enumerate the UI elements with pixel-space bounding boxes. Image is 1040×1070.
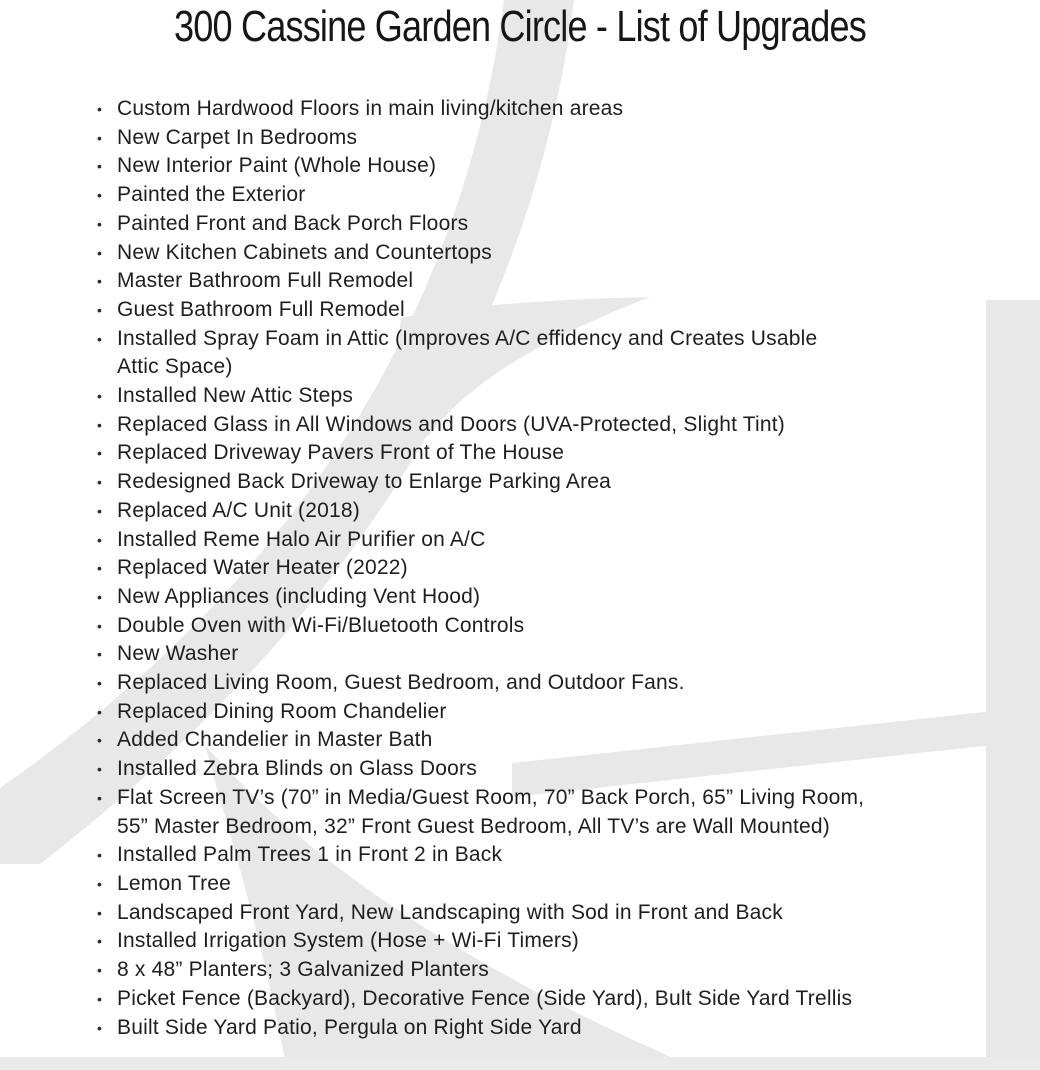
bullet-icon: • — [97, 129, 103, 146]
list-item — [97, 267, 1012, 296]
list-item-text: Added Chandelier in Master Bath — [117, 728, 433, 752]
list-item — [97, 755, 1012, 784]
bullet-icon: • — [97, 789, 103, 806]
list-item — [97, 296, 1012, 325]
list-item — [97, 612, 1012, 641]
bullet-icon: • — [97, 646, 103, 663]
list-item — [97, 181, 1012, 210]
list-item — [97, 497, 1012, 526]
bullet-icon: • — [97, 158, 103, 175]
list-item — [97, 554, 1012, 583]
list-item-text: Redesigned Back Driveway to Enlarge Parking Area — [117, 470, 612, 494]
bullet-icon: • — [97, 388, 103, 405]
list-item-text: Replaced Dining Room Chandelier — [117, 699, 447, 723]
list-item-text: New Appliances (including Vent Hood) — [117, 584, 481, 608]
list-item — [97, 1014, 1012, 1043]
list-item-text: Picket Fence (Backyard), Decorative Fence (Side Yard), Bult Side Yard Trellis — [117, 986, 853, 1010]
list-item — [97, 956, 1012, 985]
list-item-text: Lemon Tree — [117, 871, 232, 895]
list-item — [97, 152, 1012, 181]
page-title: 300 Cassine Garden Circle - List of Upgrades — [174, 2, 866, 51]
list-item — [97, 239, 1012, 268]
bullet-icon: • — [97, 502, 103, 519]
bullet-icon: • — [97, 445, 103, 462]
bullet-icon: • — [97, 990, 103, 1007]
bullet-icon: • — [97, 101, 103, 117]
list-item-text: Flat Screen TV’s (70” in Media/Guest Room, 70” Back Porch, 65” Living Room, 55” Master Bedroom, 32” Front Guest Bedroom, All TV’s are Wall Mounted) — [117, 785, 865, 838]
list-item — [97, 382, 1012, 411]
list-item — [97, 870, 1012, 899]
list-item — [97, 726, 1012, 755]
bullet-icon: • — [97, 904, 103, 921]
list-item-text: Installed Palm Trees 1 in Front 2 in Back — [117, 843, 503, 867]
bullet-icon: • — [97, 732, 103, 749]
list-item-text: Guest Bathroom Full Remodel — [117, 297, 405, 321]
bullet-icon: • — [97, 703, 103, 720]
list-item-text: Replaced Living Room, Guest Bedroom, and Outdoor Fans. — [117, 671, 685, 695]
list-item — [97, 439, 1012, 468]
list-item-text: Installed Reme Halo Air Purifier on A/C — [117, 527, 486, 551]
bullet-icon: • — [97, 875, 103, 892]
list-item-text: Landscaped Front Yard, New Landscaping with Sod in Front and Back — [117, 900, 783, 924]
list-item-text: Master Bathroom Full Remodel — [117, 269, 414, 293]
list-item-text: Built Side Yard Patio, Pergula on Right Side Yard — [117, 1015, 582, 1039]
list-item — [97, 669, 1012, 698]
bullet-icon: • — [97, 962, 103, 979]
list-item-text: 8 x 48” Planters; 3 Galvanized Planters — [117, 958, 489, 982]
bullet-icon: • — [97, 474, 103, 491]
list-item — [97, 325, 1012, 382]
list-item-text: New Kitchen Cabinets and Countertops — [117, 240, 492, 264]
list-item — [97, 124, 1012, 153]
list-item-text: Installed Zebra Blinds on Glass Doors — [117, 757, 477, 781]
list-item — [97, 698, 1012, 727]
list-item — [97, 411, 1012, 440]
list-item-text: Painted Front and Back Porch Floors — [117, 211, 469, 235]
list-item — [97, 927, 1012, 956]
bullet-icon: • — [97, 301, 103, 318]
bullet-icon: • — [97, 847, 103, 864]
list-item — [97, 985, 1012, 1014]
list-item — [97, 583, 1012, 612]
list-item — [97, 640, 1012, 669]
bullet-icon: • — [97, 187, 103, 204]
list-item-text: Double Oven with Wi-Fi/Bluetooth Controls — [117, 613, 525, 637]
list-item-text: Replaced Glass in All Windows and Doors (UVA-Protected, Slight Tint) — [117, 412, 785, 436]
bullet-icon: • — [97, 933, 103, 950]
list-item-text: Replaced Water Heater (2022) — [117, 556, 408, 580]
list-item — [97, 526, 1012, 555]
bullet-icon: • — [97, 416, 103, 433]
list-item — [97, 784, 1012, 841]
bullet-icon: • — [97, 1019, 103, 1036]
upgrades-list — [97, 95, 1012, 1042]
bullet-icon: • — [97, 761, 103, 778]
bullet-icon: • — [97, 617, 103, 634]
list-item-text: Replaced A/C Unit (2018) — [117, 498, 360, 522]
list-item-text: Installed Spray Foam in Attic (Improves A/C effidency and Creates Usable Attic Space) — [117, 326, 818, 379]
bullet-icon: • — [97, 330, 103, 347]
list-item — [97, 210, 1012, 239]
bullet-icon: • — [97, 675, 103, 692]
list-item — [97, 841, 1012, 870]
list-item-text: New Interior Paint (Whole House) — [117, 154, 437, 178]
list-item — [97, 899, 1012, 928]
list-item-text: Painted the Exterior — [117, 183, 306, 207]
list-item — [97, 95, 1012, 124]
list-item — [97, 468, 1012, 497]
bullet-icon: • — [97, 244, 103, 261]
bullet-icon: • — [97, 215, 103, 232]
bullet-icon: • — [97, 560, 103, 577]
list-item-text: New Washer — [117, 642, 239, 666]
list-item-text: Installed Irrigation System (Hose + Wi-Fi Timers) — [117, 929, 579, 953]
bullet-icon: • — [97, 273, 103, 290]
bullet-icon: • — [97, 531, 103, 548]
list-item-text: Installed New Attic Steps — [117, 384, 354, 408]
bullet-icon: • — [97, 588, 103, 605]
list-item-text: New Carpet In Bedrooms — [117, 125, 358, 149]
list-item-text: Custom Hardwood Floors in main living/kitchen areas — [117, 97, 624, 120]
list-item-text: Replaced Driveway Pavers Front of The House — [117, 441, 565, 465]
